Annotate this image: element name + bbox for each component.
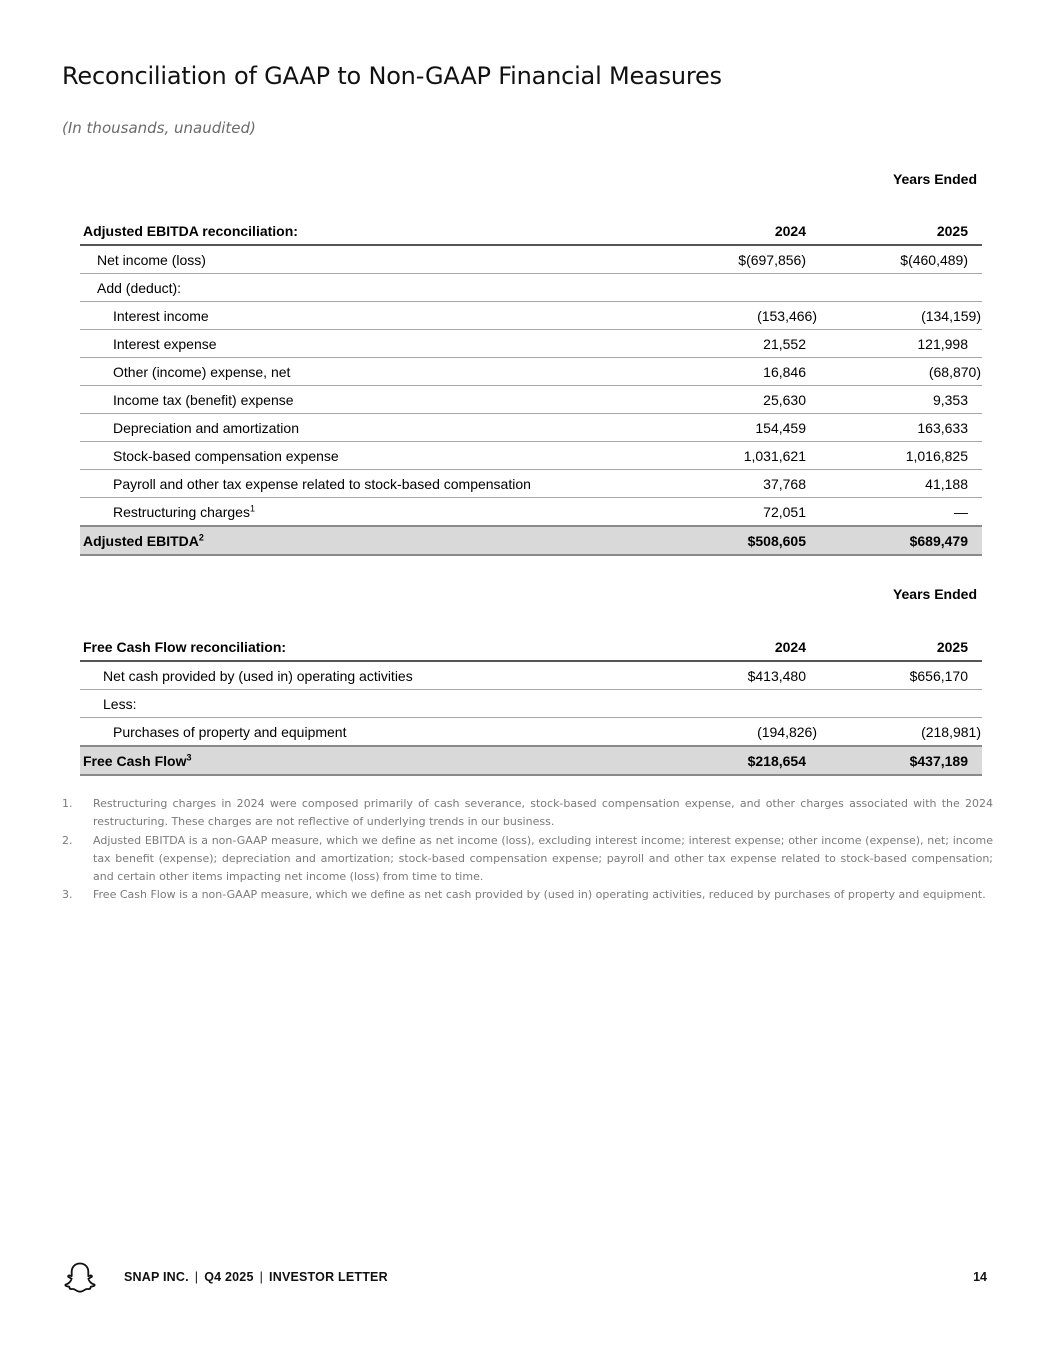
fcf-reconciliation-table (80, 631, 982, 776)
table-row (80, 442, 982, 470)
row-label: Purchases of property and equipment (80, 718, 720, 747)
value-2025: $656,170 (820, 661, 982, 690)
row-label: Interest expense (80, 330, 720, 358)
value-2025: (134,159) (820, 302, 982, 330)
footer-label (124, 1270, 388, 1284)
value-2025: (218,981) (820, 718, 982, 747)
row-label: Income tax (benefit) expense (80, 386, 720, 414)
footnote-text: Free Cash Flow is a non-GAAP measure, which we define as net cash provided by (used in) operating activities, reduced by purchases of property and equipment. (93, 888, 986, 902)
column-header-2025: 2025 (820, 215, 982, 245)
value-2024: 37,768 (720, 470, 820, 498)
table-row (80, 302, 982, 330)
value-2025: — (820, 498, 982, 527)
footnote-number: 2. (62, 833, 73, 847)
footnote-number: 3. (62, 888, 73, 902)
row-label: Stock-based compensation expense (80, 442, 720, 470)
footer-company: SNAP INC. (124, 1270, 189, 1284)
table-row (80, 498, 982, 527)
page-title: Reconciliation of GAAP to Non-GAAP Financial Measures (62, 62, 722, 90)
footer-separator: | (194, 1270, 199, 1284)
table-row (80, 661, 982, 690)
value-2025: 9,353 (820, 386, 982, 414)
column-header-2025: 2025 (820, 631, 982, 661)
value-2024: 16,846 (720, 358, 820, 386)
value-2025: (68,870) (820, 358, 982, 386)
page-footer (62, 1260, 987, 1296)
row-label: Depreciation and amortization (80, 414, 720, 442)
table-row (80, 414, 982, 442)
footer-separator: | (259, 1270, 264, 1284)
value-2025: 1,016,825 (820, 442, 982, 470)
row-label: Net income (loss) (80, 245, 720, 274)
row-label: Adjusted EBITDA (83, 532, 199, 549)
table-row (80, 718, 982, 747)
total-label (80, 526, 720, 555)
ebitda-heading: Adjusted EBITDA reconciliation: (80, 215, 720, 245)
ebitda-period-label: Years Ended (892, 171, 977, 187)
footnote-number: 1. (62, 797, 73, 810)
footnote-marker: 3 (186, 751, 192, 762)
footnote-text: Restructuring charges in 2024 were composed primarily of cash severance, stock-based compensation expense, and other charges associated with the 2024 restructuring. These charges are not reflective of underlying trends in our business. (93, 797, 993, 829)
value-2024: 72,051 (720, 498, 820, 527)
column-header-2024: 2024 (720, 215, 820, 245)
table-header-row (80, 215, 982, 245)
row-label-restructuring (80, 498, 720, 527)
value-2024: (153,466) (720, 302, 820, 330)
footnote-item (62, 886, 993, 904)
value-2024: 1,031,621 (720, 442, 820, 470)
value-2025: 163,633 (820, 414, 982, 442)
ebitda-reconciliation-table (80, 215, 982, 556)
table-row (80, 386, 982, 414)
total-2025: $689,479 (820, 526, 982, 555)
total-2024: $218,654 (720, 746, 820, 775)
value-2025: 41,188 (820, 470, 982, 498)
row-label: Net cash provided by (used in) operating activities (80, 661, 720, 690)
table-row (80, 358, 982, 386)
table-header-row (80, 631, 982, 661)
row-label: Free Cash Flow (83, 752, 187, 769)
row-label: Restructuring charges (113, 503, 250, 520)
column-header-2024: 2024 (720, 631, 820, 661)
total-2025: $437,189 (820, 746, 982, 775)
page-number: 14 (973, 1270, 987, 1284)
page-subtitle: (In thousands, unaudited) (62, 119, 256, 137)
footer-document: INVESTOR LETTER (269, 1270, 388, 1284)
footnote-item (62, 795, 993, 832)
value-2025: 121,998 (820, 330, 982, 358)
row-label: Less: (80, 690, 720, 718)
value-2024: 25,630 (720, 386, 820, 414)
value-2024: $413,480 (720, 661, 820, 690)
footer-quarter: Q4 2025 (204, 1270, 254, 1284)
row-label: Interest income (80, 302, 720, 330)
table-row (80, 274, 982, 302)
total-row (80, 746, 982, 775)
footnote-item (62, 832, 993, 887)
fcf-period-label: Years Ended (892, 586, 977, 602)
row-label: Add (deduct): (80, 274, 720, 302)
table-row (80, 330, 982, 358)
fcf-heading: Free Cash Flow reconciliation: (80, 631, 720, 661)
footnote-text: Adjusted EBITDA is a non-GAAP measure, which we define as net income (loss), excluding interest income; interest expense; other income (expense), net; income tax benefit (expense); depreciation and amortization; stock-based compensation expense; payroll and other tax expense related to stock-based compensation; and certain other items impacting net income (loss) from time to time. (93, 833, 993, 884)
footnote-marker: 1 (249, 502, 255, 513)
table-row (80, 690, 982, 718)
value-2024: 154,459 (720, 414, 820, 442)
total-label (80, 746, 720, 775)
value-2024: 21,552 (720, 330, 820, 358)
value-2024: $(697,856) (720, 245, 820, 274)
total-row (80, 526, 982, 555)
value-2025: $(460,489) (820, 245, 982, 274)
row-label: Payroll and other tax expense related to stock-based compensation (80, 470, 720, 498)
total-2024: $508,605 (720, 526, 820, 555)
footnote-marker: 2 (198, 531, 204, 542)
row-label: Other (income) expense, net (80, 358, 720, 386)
value-2024: (194,826) (720, 718, 820, 747)
snapchat-ghost-icon (62, 1260, 98, 1296)
footnotes (62, 795, 993, 905)
table-row (80, 470, 982, 498)
table-row (80, 245, 982, 274)
